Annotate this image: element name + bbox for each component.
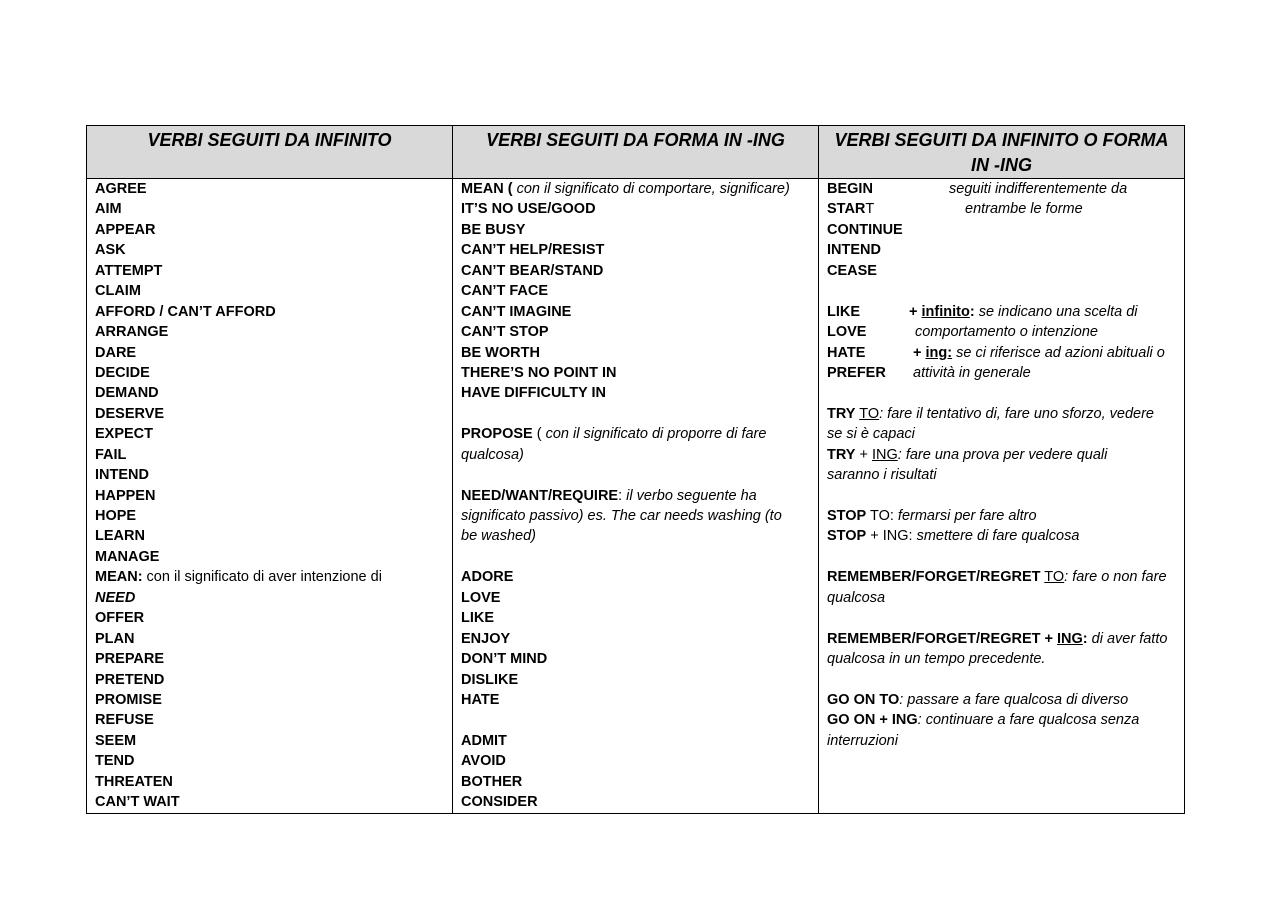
mean-ing-label: MEAN ( (461, 181, 513, 197)
verb-item: SEEM (95, 732, 137, 749)
hate-keyword: ing: (925, 344, 953, 361)
begin-note: seguiti indifferentemente da (949, 181, 1128, 197)
header-row (87, 126, 1185, 179)
ing-verb-list-3 (461, 731, 810, 813)
verb-item: CAN’T IMAGINE (461, 303, 572, 320)
remember-to-keyword: TO (1044, 569, 1065, 586)
header-both: VERBI SEGUITI DA INFINITO O FORMA IN -ING (819, 126, 1185, 179)
verb-item: LOVE (461, 589, 501, 606)
propose-line (461, 424, 810, 444)
hate-note: se ci riferisce ad azioni abituali o (952, 344, 1165, 361)
go-on-ing-line (827, 710, 1176, 730)
infinitive-column (87, 179, 453, 814)
like-verb: LIKE (827, 303, 861, 320)
verb-item: IT’S NO USE/GOOD (461, 201, 596, 218)
verb-item: DISLIKE (461, 671, 519, 688)
verb-item: DEMAND (95, 385, 159, 402)
verb-item: CAN’T WAIT (95, 794, 180, 811)
remember-to-label: REMEMBER/FORGET/REGRET (827, 569, 1041, 586)
propose-text: con il significato di proporre di fare (545, 426, 767, 443)
verb-item: CAN’T STOP (461, 324, 549, 341)
verb-item: ADORE (461, 569, 514, 586)
verb-item: REFUSE (95, 712, 154, 729)
content-row (87, 179, 1185, 814)
verb-item: EXPECT (95, 426, 154, 443)
verb-item: LEARN (95, 528, 145, 545)
start-note: entrambe le forme (965, 201, 1083, 218)
try-ing-line-2: saranno i risultati (827, 467, 937, 484)
spacer (827, 670, 1176, 690)
need-want-line-2: significato passivo) es. The car needs washing (to (461, 508, 782, 524)
verb-item: HOPE (95, 508, 137, 524)
remember-ing-colon: : (1082, 630, 1088, 647)
spacer (827, 608, 1176, 628)
verb-item: HATE (461, 691, 500, 708)
verb-item: ASK (95, 242, 126, 259)
need-want-text: il verbo seguente ha (626, 487, 757, 504)
verb-item: PREPARE (95, 651, 165, 668)
stop-ing-rest: + ING: (866, 528, 917, 545)
start-verb: START (827, 201, 875, 218)
ing-verb-list-2 (461, 567, 810, 710)
infinitive-verb-list (95, 179, 444, 567)
verb-item: ENJOY (461, 630, 511, 647)
propose-label: PROPOSE (461, 426, 533, 443)
verb-item: THERE’S NO POINT IN (461, 364, 617, 381)
begin-line (827, 179, 1176, 199)
remember-to-line (827, 567, 1176, 587)
remember-to-note: : fare o non fare (1064, 569, 1167, 586)
like-keyword: infinito (921, 303, 970, 320)
verb-item: ATTEMPT (95, 262, 163, 279)
mean-ing-line (461, 179, 810, 199)
try-ing-plus: + (855, 446, 872, 463)
stop-to-rest: TO: (866, 508, 898, 524)
verb-item: DESERVE (95, 405, 165, 422)
remember-ing-line (827, 629, 1176, 649)
verb-item: AGREE (95, 181, 147, 197)
verb-item: AIM (95, 201, 122, 218)
both-column (819, 179, 1185, 814)
verb-item: BOTHER (461, 773, 523, 790)
verb-item: CAN’T FACE (461, 283, 548, 300)
verb-item: CONTINUE (827, 221, 903, 238)
spacer (461, 710, 810, 730)
try-label: TRY (827, 405, 856, 422)
mean-label: MEAN: (95, 569, 143, 586)
need-want-label: NEED/WANT/REQUIRE (461, 487, 619, 504)
header-ing-form: VERBI SEGUITI DA FORMA IN -ING (453, 126, 819, 179)
verb-item: BE BUSY (461, 221, 526, 238)
verb-item: HAPPEN (95, 487, 156, 504)
verb-item: INTEND (827, 242, 881, 259)
try-ing-label: TRY (827, 446, 856, 463)
verb-item: DARE (95, 344, 137, 361)
both-verb-list (827, 220, 1176, 281)
spacer (827, 486, 1176, 506)
hate-line (827, 343, 1176, 363)
try-to-note: : fare il tentativo di, fare uno sforzo, vedere (879, 405, 1154, 422)
spacer (827, 281, 1176, 301)
try-ing-line (827, 445, 1176, 465)
go-on-to-line (827, 690, 1176, 710)
try-ing-note: : fare una prova per vedere quali (897, 446, 1108, 463)
remember-to-line-2: qualcosa (827, 589, 886, 606)
header-infinitive: VERBI SEGUITI DA INFINITO (87, 126, 453, 179)
hate-plus: + (913, 344, 926, 361)
infinitive-verb-list-2 (95, 608, 444, 812)
verb-item: MANAGE (95, 548, 160, 565)
start-line (827, 199, 1176, 219)
go-on-ing-note: : continuare a fare qualcosa senza (917, 712, 1140, 729)
verb-item: INTEND (95, 467, 149, 484)
stop-ing-line (827, 526, 1176, 546)
need-want-colon: : (618, 487, 627, 504)
try-to-line (827, 404, 1176, 424)
stop-to-note: fermarsi per fare altro (897, 508, 1037, 524)
remember-ing-keyword: ING (1057, 630, 1083, 647)
remember-ing-line-2: qualcosa in un tempo precedente. (827, 651, 1046, 668)
go-on-to-label: GO ON TO (827, 691, 900, 708)
love-note: comportamento o intenzione (915, 324, 1098, 341)
verbs-table (86, 125, 1185, 814)
verb-item: AFFORD / CAN’T AFFORD (95, 303, 276, 320)
hate-verb: HATE (827, 344, 866, 361)
love-line (827, 322, 1176, 342)
verb-item: ARRANGE (95, 324, 169, 341)
verb-item: CLAIM (95, 283, 141, 300)
mean-line (95, 567, 444, 587)
verb-item: PLAN (95, 630, 135, 647)
verb-item: APPEAR (95, 221, 156, 238)
stop-to-line (827, 506, 1176, 526)
go-on-ing-label: GO ON + ING (827, 712, 918, 729)
try-ing-keyword: ING (872, 446, 898, 463)
stop-to-label: STOP (827, 508, 867, 524)
verb-item: CAN’T BEAR/STAND (461, 262, 604, 279)
verb-item: DON’T MIND (461, 651, 548, 668)
like-note: se indicano una scelta di (974, 303, 1138, 320)
verb-item: PROMISE (95, 691, 162, 708)
like-colon: : (969, 303, 975, 320)
verb-item: PRETEND (95, 671, 165, 688)
verb-item: FAIL (95, 446, 127, 463)
mean-ing-text: con il significato di comportare, significare) (512, 181, 790, 197)
remember-ing-label: REMEMBER/FORGET/REGRET + (827, 630, 1058, 647)
propose-paren: ( (532, 426, 546, 443)
begin-verb: BEGIN (827, 181, 873, 197)
verb-item: HAVE DIFFICULTY IN (461, 385, 606, 402)
spacer (461, 547, 810, 567)
verb-item: THREATEN (95, 773, 173, 790)
go-on-ing-line-2: interruzioni (827, 732, 898, 749)
ing-verb-list (461, 199, 810, 403)
like-plus: + (909, 303, 922, 320)
verb-item: LIKE (461, 610, 495, 627)
try-to-keyword: TO (859, 405, 880, 422)
go-on-to-note: : passare a fare qualcosa di diverso (899, 691, 1129, 708)
prefer-verb: PREFER (827, 364, 886, 381)
verb-item: OFFER (95, 610, 145, 627)
verb-item: AVOID (461, 753, 506, 770)
prefer-line (827, 363, 1176, 383)
stop-ing-note: smettere di fare qualcosa (916, 528, 1080, 545)
need-want-line-3: be washed) (461, 528, 536, 545)
remember-ing-note: di aver fatto (1087, 630, 1168, 647)
prefer-note: attività in generale (913, 364, 1031, 381)
verb-item: DECIDE (95, 364, 150, 381)
love-verb: LOVE (827, 324, 867, 341)
mean-text: con il significato di aver intenzione di (142, 569, 382, 586)
propose-line-2: qualcosa) (461, 446, 524, 463)
like-line (827, 302, 1176, 322)
spacer (461, 465, 810, 485)
verb-item: BE WORTH (461, 344, 540, 361)
verb-item: CAN’T HELP/RESIST (461, 242, 605, 259)
stop-ing-label: STOP (827, 528, 867, 545)
verb-item: CEASE (827, 262, 877, 279)
try-to-line-2: se si è capaci (827, 426, 915, 443)
ing-column (453, 179, 819, 814)
spacer (827, 383, 1176, 403)
need-want-line (461, 486, 810, 506)
verb-item: CONSIDER (461, 794, 538, 811)
need-line: NEED (95, 589, 136, 606)
verb-item: TEND (95, 753, 135, 770)
spacer (827, 547, 1176, 567)
spacer (461, 404, 810, 424)
verb-item: ADMIT (461, 732, 507, 749)
